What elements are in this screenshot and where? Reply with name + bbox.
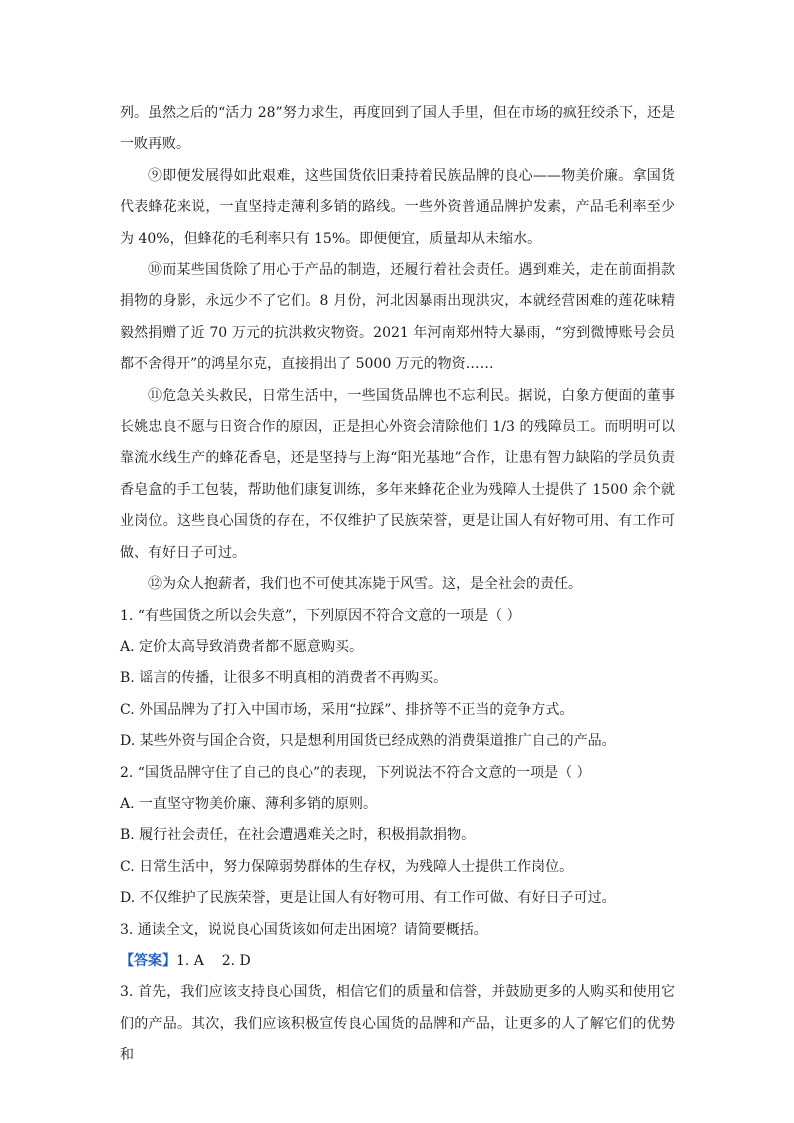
document-page — [120, 98, 675, 1072]
question-option: D. 某些外资与国企合资，只是想利用国货已经成熟的消费渠道推广自己的产品。 — [120, 733, 616, 750]
question-stem: 2. “国货品牌守住了自己的良心”的表现，下列说法不符合文意的一项是（ ） — [120, 764, 591, 781]
paragraph-12: ⑫为众人抱薪者，我们也不可使其冻毙于风雪。这，是全社会的责任。 — [148, 576, 582, 593]
answer-choices: 1. A 2. D — [176, 952, 251, 969]
paragraph-11: ⑪危急关头救民，日常生活中，一些国货品牌也不忘利民。据说，白象方便面的董事长姚忠良不愿与日资合作的原因，正是担心外资会清除他们 1/3 的残障员工。而明明可以靠流水线生产的蜂花香皂，还是坚持与上海“阳光基地”合作，让患有智力缺陷的学员负责香皂盒的手工包装，帮助他们康复训练，多年来蜂花企业为残障人士提供了 1500 余个就业岗位。这些良心国货的存在，不仅维护了民族荣誉，更是让国人有好物可用、有工作可做、有好日子可过。 — [120, 387, 675, 561]
question-option: A. 定价太高导致消费者都不愿意购买。 — [120, 638, 364, 655]
paragraph-10: ⑩而某些国货除了用心于产品的制造，还履行着社会责任。遇到难关，走在前面捐款捐物的身影，永远少不了它们。8 月份，河北因暴雨出现洪灾，本就经营困难的莲花味精毅然捐赠了近 70 万元的抗洪救灾物资。2021 年河南郑州特大暴雨，“穷到微博账号会员都不舍得开”的鸿星尔克，直接捐出了 5000 万元的物资…… — [120, 262, 675, 373]
question-stem: 1. “有些国货之所以会失意”，下列原因不符合文意的一项是（ ） — [120, 607, 521, 624]
answer-line — [120, 946, 675, 977]
question-option: C. 外国品牌为了打入中国市场，采用“拉踩”、排挤等不正当的竞争方式。 — [120, 701, 574, 718]
answer-text: 3. 首先，我们应该支持良心国货，相信它们的质量和信誉，并鼓励更多的人购买和使用它们的产品。其次，我们应该积极宣传良心国货的品牌和产品，让更多的人了解它们的优势和 — [120, 984, 675, 1064]
question-3 — [120, 915, 675, 946]
question-option: D. 不仅维护了民族荣誉，更是让国人有好物可用、有工作可做、有好日子可过。 — [120, 890, 616, 907]
answer-tag: 【答案】 — [120, 952, 176, 969]
paragraph-9: ⑨即便发展得如此艰难，这些国货依旧秉持着民族品牌的良心——物美价廉。拿国货代表蜂花来说，一直坚持走薄利多销的路线。一些外资普通品牌护发素，产品毛利率至少为 40%，但蜂花的毛利率只有 15%。即便便宜，质量却从未缩水。 — [120, 167, 675, 247]
paragraph-8-continued: 列。虽然之后的“活力 28”努力求生，再度回到了国人手里，但在市场的疯狂绞杀下，还是一败再败。 — [120, 105, 675, 153]
question-stem: 3. 通读全文，说说良心国货该如何走出困境？请简要概括。 — [120, 921, 488, 938]
question-2 — [120, 758, 675, 915]
question-option: C. 日常生活中，努力保障弱势群体的生存权，为残障人士提供工作岗位。 — [120, 858, 574, 875]
question-option: B. 履行社会责任，在社会遭遇难关之时，积极捐款捐物。 — [120, 827, 476, 844]
question-1 — [120, 601, 675, 758]
question-option: A. 一直坚守物美价廉、薄利多销的原则。 — [120, 795, 378, 812]
question-option: B. 谣言的传播，让很多不明真相的消费者不再购买。 — [120, 670, 448, 687]
